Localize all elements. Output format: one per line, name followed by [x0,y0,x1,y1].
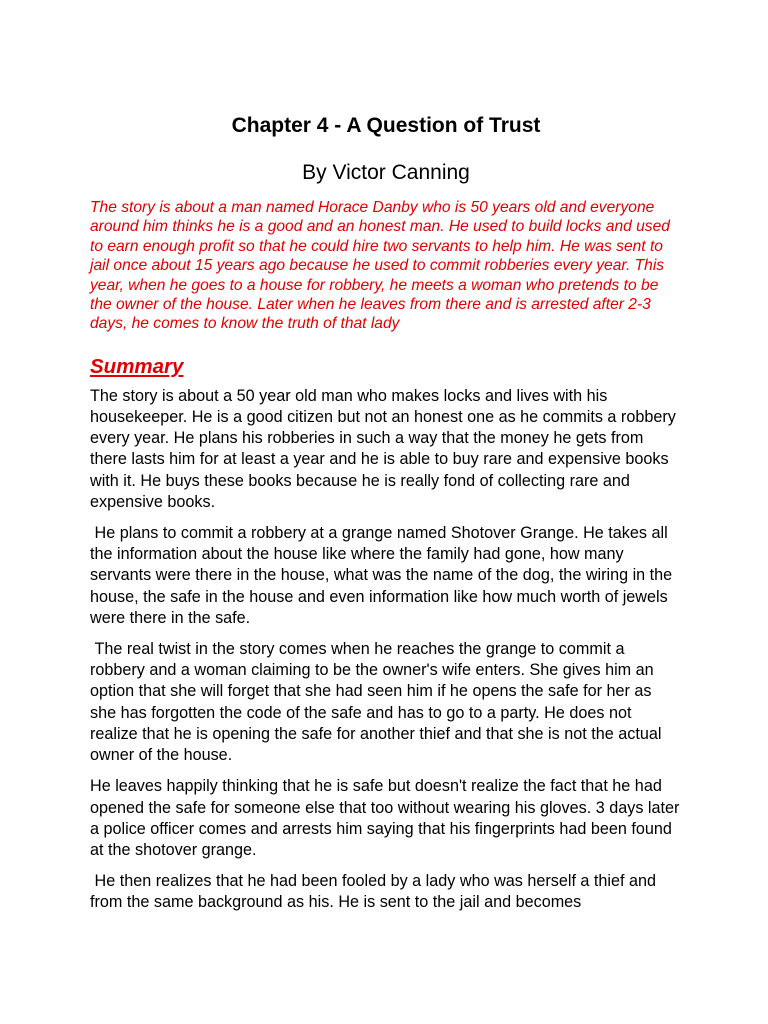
summary-paragraph-3: The real twist in the story comes when he reaches the grange to commit a robbery and a woman claiming to be the owner's wife enters. She gives him an option that she will forget that she had seen him if he opens the safe for her as she has forgotten the code of the safe and has to go to a party. He does not realize that he is opening the safe for another thief and that she is not the actual owner of the house. [90,640,666,765]
document-content [90,112,682,924]
summary-paragraph-5: He then realizes that he had been fooled by a lady who was herself a thief and from the same background as his. He is sent to the jail and becomes [90,872,661,912]
intro-paragraph: The story is about a man named Horace Danby who is 50 years old and everyone around him thinks he is a good and an honest man. He used to build locks and used to earn enough profit so that he could hire two servants to help him. He was sent to jail once about 15 years ago because he used to commit robberies every year. This year, when he goes to a house for robbery, he meets a woman who pretends to be the owner of the house. Later when he leaves from there and is arrested after 2-3 days, he comes to know the truth of that lady [90,199,670,333]
chapter-title: Chapter 4 - A Question of Trust [231,114,541,137]
summary-paragraph-2: He plans to commit a robbery at a grange named Shotover Grange. He takes all the information about the house like where the family had gone, how many servants were there in the house, what was the name of the dog, the wiring in the house, the safe in the house and even information like how much worth of jewels were there in the safe. [90,524,677,627]
summary-heading: Summary [90,354,184,378]
summary-paragraph-4: He leaves happily thinking that he is safe but doesn't realize the fact that he had opened the safe for someone else that too without wearing his gloves. 3 days later a police officer comes and arrests him saying that his fingerprints had been found at the shotover grange. [90,777,684,859]
summary-body [90,386,682,914]
author-line: By Victor Canning [302,161,470,184]
summary-paragraph-1: The story is about a 50 year old man who makes locks and lives with his housekeeper. He is a good citizen but not an honest one as he commits a robbery every year. He plans his robberies in such a way that the money he gets from there lasts him for at least a year and he is able to buy rare and expensive books with it. He buys these books because he is really fond of collecting rare and expensive books. [90,386,681,511]
